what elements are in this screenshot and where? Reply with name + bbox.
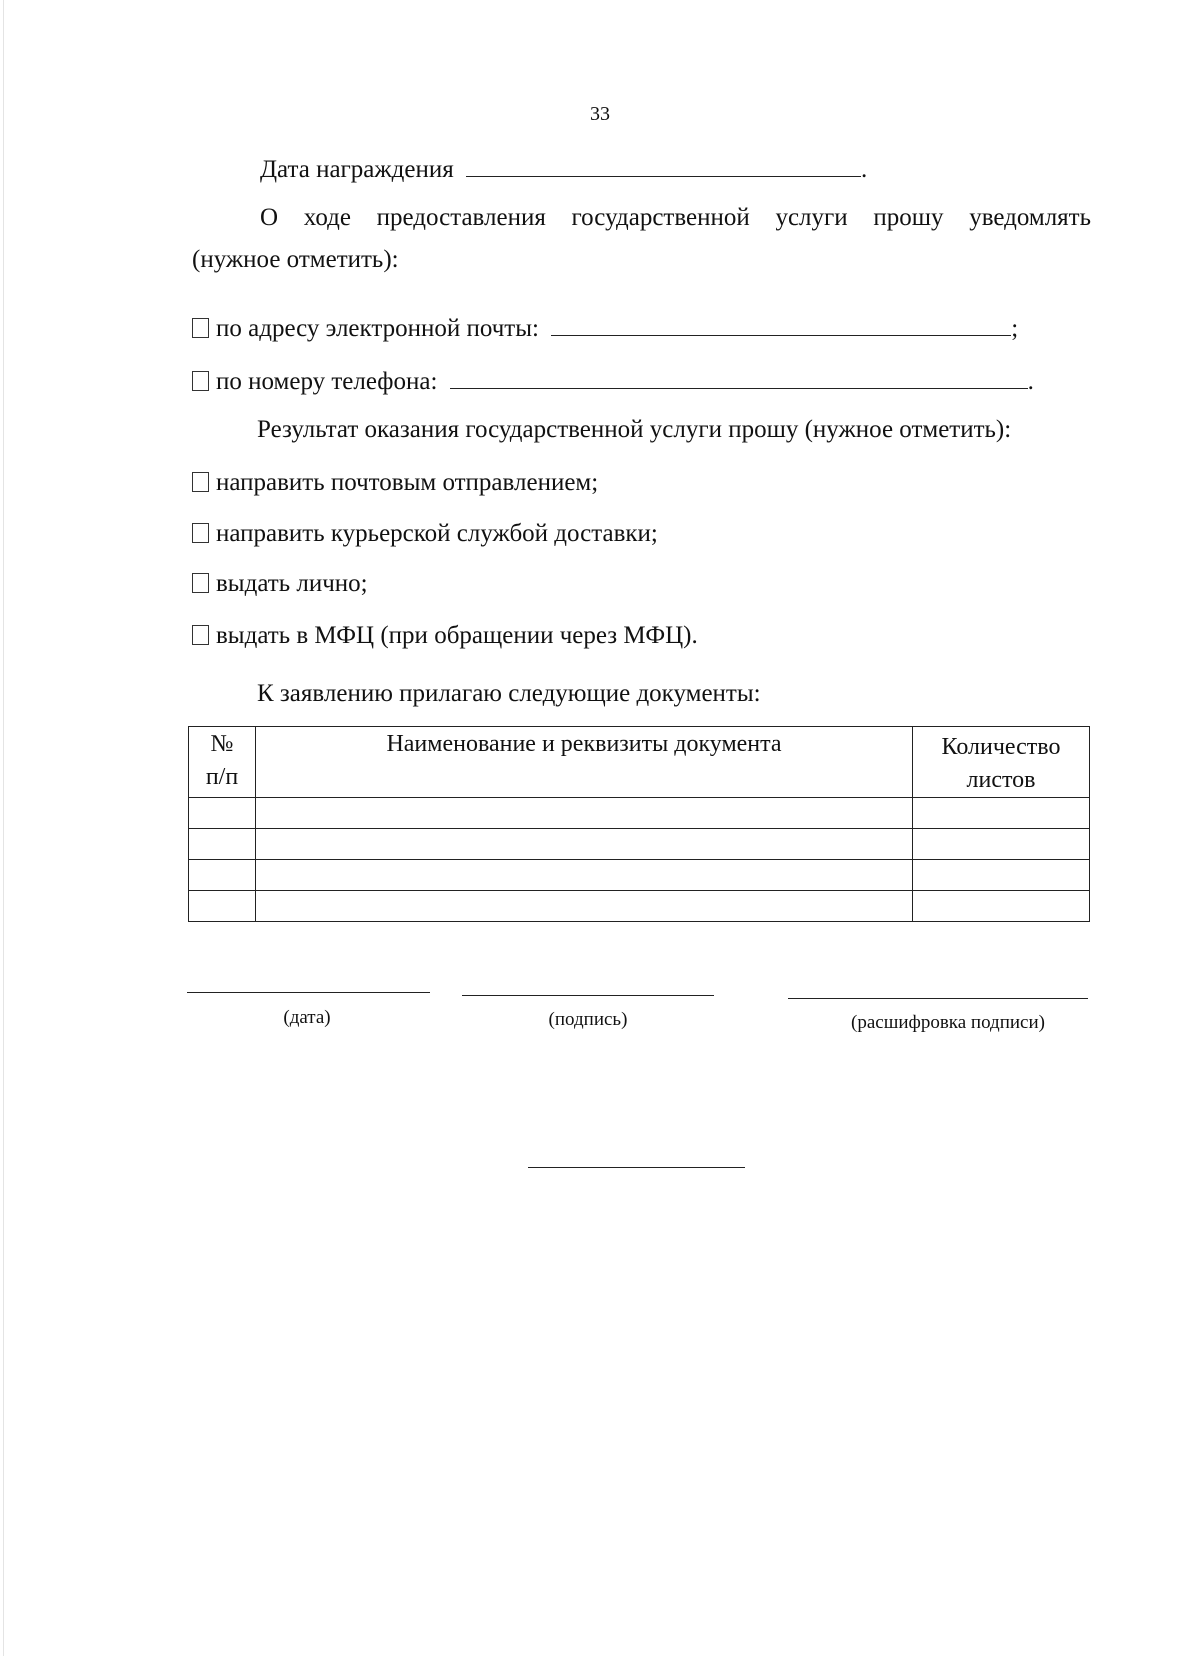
table-cell-sheets[interactable] xyxy=(913,798,1090,829)
table-cell-sheets[interactable] xyxy=(913,860,1090,891)
award-date-end: . xyxy=(861,156,868,183)
result-option-personal xyxy=(192,570,368,598)
award-date-label: Дата награждения xyxy=(260,156,454,183)
phone-checkbox[interactable] xyxy=(192,371,209,391)
phone-option-label: по номеру телефона: xyxy=(216,368,438,395)
decoding-caption: (расшифровка подписи) xyxy=(851,1012,1045,1033)
table-row xyxy=(189,860,1090,891)
award-date-line xyxy=(260,152,867,184)
table-cell-number[interactable] xyxy=(189,860,256,891)
award-date-field[interactable] xyxy=(466,152,861,177)
personal-checkbox[interactable] xyxy=(192,573,209,593)
scan-edge xyxy=(3,0,4,1656)
table-cell-name[interactable] xyxy=(256,891,913,922)
email-option-label: по адресу электронной почты: xyxy=(216,315,539,342)
result-option-mfc xyxy=(192,622,698,650)
result-option-mail xyxy=(192,469,598,497)
result-text: Результат оказания государственной услуги прошу (нужное отметить): xyxy=(257,416,1012,443)
email-field[interactable] xyxy=(551,311,1011,336)
email-checkbox[interactable] xyxy=(192,318,209,338)
result-option-courier xyxy=(192,520,658,548)
signature-caption: (подпись) xyxy=(548,1009,628,1030)
table-cell-number[interactable] xyxy=(189,891,256,922)
col-sheets-header: Количество листов xyxy=(913,727,1090,798)
notify-option-email xyxy=(192,311,1018,343)
signature-line[interactable] xyxy=(462,995,714,996)
table-cell-number[interactable] xyxy=(189,798,256,829)
notify-option-phone xyxy=(192,364,1034,396)
courier-option-label: направить курьерской службой доставки; xyxy=(216,520,658,547)
table-cell-sheets[interactable] xyxy=(913,891,1090,922)
phone-option-end: . xyxy=(1027,368,1034,395)
personal-option-label: выдать лично; xyxy=(216,570,368,597)
table-cell-number[interactable] xyxy=(189,829,256,860)
table-header-row xyxy=(189,727,1090,798)
mfc-option-label: выдать в МФЦ (при обращении через МФЦ). xyxy=(216,622,698,649)
attachments-table xyxy=(188,726,1090,922)
date-signature-line[interactable] xyxy=(187,992,430,993)
col-name-header: Наименование и реквизиты документа xyxy=(256,727,913,798)
col-number-header: № п/п xyxy=(189,727,256,798)
notify-text-line2: (нужное отметить): xyxy=(192,246,399,273)
table-cell-name[interactable] xyxy=(256,798,913,829)
page-number: 33 xyxy=(590,103,610,125)
closing-separator xyxy=(528,1167,745,1168)
table-cell-name[interactable] xyxy=(256,829,913,860)
table-row xyxy=(189,798,1090,829)
email-option-end: ; xyxy=(1011,315,1019,342)
mfc-checkbox[interactable] xyxy=(192,625,209,645)
table-row xyxy=(189,829,1090,860)
mail-option-label: направить почтовым отправлением; xyxy=(216,469,599,496)
mail-checkbox[interactable] xyxy=(192,472,209,492)
decoding-signature-line[interactable] xyxy=(788,998,1088,999)
date-caption: (дата) xyxy=(283,1007,331,1028)
courier-checkbox[interactable] xyxy=(192,523,209,543)
table-cell-sheets[interactable] xyxy=(913,829,1090,860)
table-row xyxy=(189,891,1090,922)
notify-text-line1: О ходе предоставления государственной услуги прошу уведомлять xyxy=(260,204,1091,231)
attachments-intro: К заявлению прилагаю следующие документы: xyxy=(257,680,761,707)
phone-field[interactable] xyxy=(450,364,1028,389)
table-cell-name[interactable] xyxy=(256,860,913,891)
